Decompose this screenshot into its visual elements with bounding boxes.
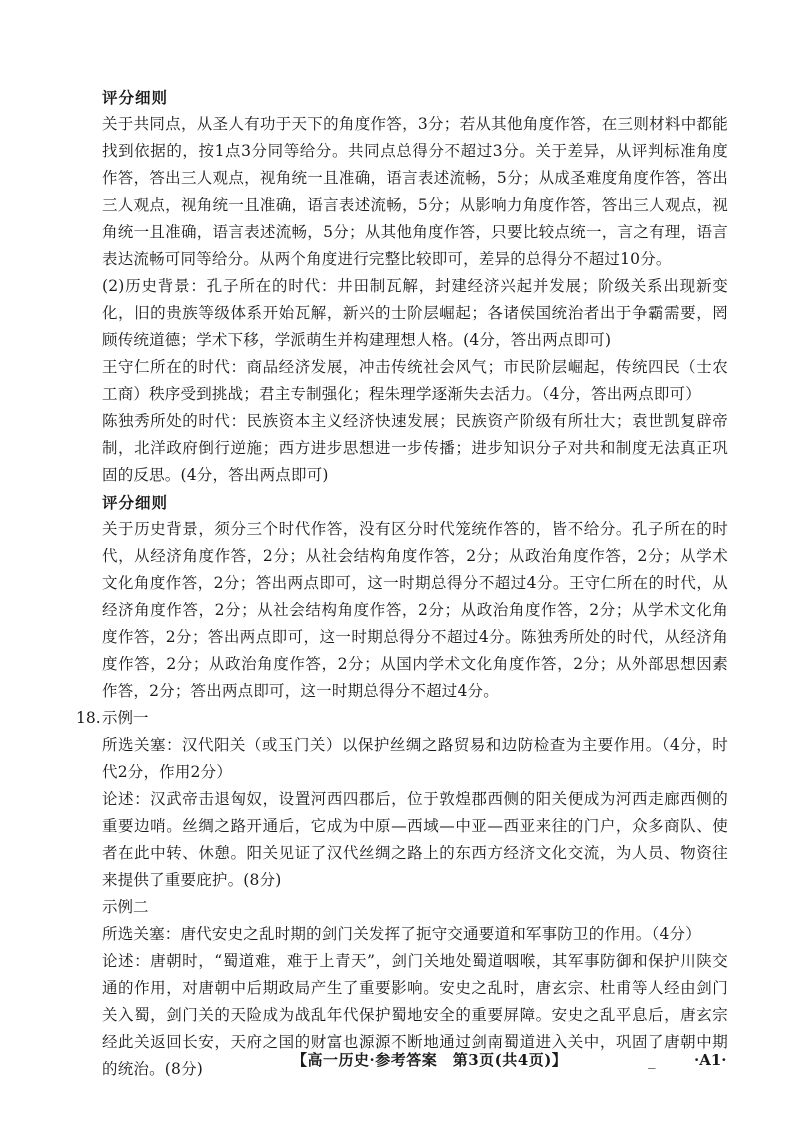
q18-example2-label-line xyxy=(102,894,800,921)
example1-label: 示例一 xyxy=(102,709,149,727)
example1-selected-pass: 所选关塞：汉代阳关（或玉门关）以保护丝绸之路贸易和边防检查为主要作用。（4分，时代2分，作用2分） xyxy=(102,736,728,781)
background-confucius: (2)历史背景：孔子所在的时代：井田制瓦解，封建经济兴起并发展；阶级关系出现新变化，旧的贵族等级体系开始瓦解，新兴的士阶层崛起；各诸侯国统治者出于争霸需要，罔顾传统道德；学术下移，学派萌生并构建理想人格。(4分，答出两点即可) xyxy=(102,277,728,349)
q18-example1-label-line xyxy=(76,705,800,732)
footer-paper-code: ·A1· xyxy=(694,1051,727,1069)
scoring-rules-paragraph-1: 关于共同点，从圣人有功于天下的角度作答，3分；若从其他角度作答，在三则材料中都能找到依据的，按1点3分同等给分。共同点总得分不超过3分。关于差异，从评判标准角度作答，答出三人观点，视角统一且准确，语言表述流畅，5分；从成圣难度角度作答，答出三人观点，视角统一且准确，语言表述流畅，5分；从影响力角度作答，答出三人观点，视角统一且准确，语言表述流畅，5分；从其他角度作答，只要比较点统一，言之有理，语言表达流畅可同等给分。从两个角度进行完整比较即可，差异的总得分不超过10分。 xyxy=(102,115,728,268)
page-footer xyxy=(0,1048,800,1072)
background-wang-shouren: 王守仁所在的时代：商品经济发展，冲击传统社会风气；市民阶层崛起，传统四民（士农工商）秩序受到挑战；君主专制强化；程朱理学逐渐失去活力。（4分，答出两点即可） xyxy=(102,358,728,403)
footer-dash: _ xyxy=(648,1051,656,1069)
scoring-rules-heading-1: 评分细则 xyxy=(102,88,169,107)
example2-selected-pass: 所选关塞：唐代安史之乱时期的剑门关发挥了扼守交通要道和军事防卫的作用。（4分） xyxy=(102,925,701,943)
scoring-rules-paragraph-2: 关于历史背景，须分三个时代作答，没有区分时代笼统作答的，皆不给分。孔子所在的时代，从经济角度作答，2分；从社会结构角度作答，2分；从政治角度作答，2分；从学术文化角度作答，2分；答出两点即可，这一时期总得分不超过4分。王守仁所在的时代，从经济角度作答，2分；从社会结构角度作答，2分；从政治角度作答，2分；从学术文化角度作答，2分；答出两点即可，这一时期总得分不超过4分。陈独秀所处的时代，从经济角度作答，2分；从政治角度作答，2分；从国内学术文化角度作答，2分；从外部思想因素作答，2分；答出两点即可，这一时期总得分不超过4分。 xyxy=(102,520,728,700)
footer-title: 【高一历史·参考答案 第3页(共4页)】 xyxy=(292,1051,568,1069)
scoring-rules-heading-2: 评分细则 xyxy=(102,493,169,512)
example2-discussion: 论述：唐朝时，“蜀道难，难于上青天”，剑门关地处蜀道咽喉，其军事防御和保护川陕交通的作用，对唐朝中后期政局产生了重要影响。安史之乱时，唐玄宗、杜甫等人经由剑门关入蜀，剑门关的天险成为战乱年代保护蜀地安全的重要屏障。安史之乱平息后，唐玄宗经此关返回长安，天府之国的财富也源源不断地通过剑南蜀道进入关中，巩固了唐朝中期的统治。(8分) xyxy=(102,952,728,1078)
background-chen-duxiu: 陈独秀所处的时代：民族资本主义经济快速发展；民族资产阶级有所壮大；袁世凯复辟帝制，北洋政府倒行逆施；西方进步思想进一步传播；进步知识分子对共和制度无法真正巩固的反思。(4分，答出两点即可) xyxy=(102,412,728,484)
page-content xyxy=(0,84,800,1083)
question-number: 18. xyxy=(76,709,101,727)
example2-label: 示例二 xyxy=(102,898,149,916)
example1-discussion: 论述：汉武帝击退匈奴，设置河西四郡后，位于敦煌郡西侧的阳关便成为河西走廊西侧的重要边哨。丝绸之路开通后，它成为中原—西域—中亚—西亚来往的门户，众多商队、使者在此中转、休憩。阳关见证了汉代丝绸之路上的东西方经济文化交流，为人员、物资往来提供了重要庇护。(8分) xyxy=(102,790,728,889)
